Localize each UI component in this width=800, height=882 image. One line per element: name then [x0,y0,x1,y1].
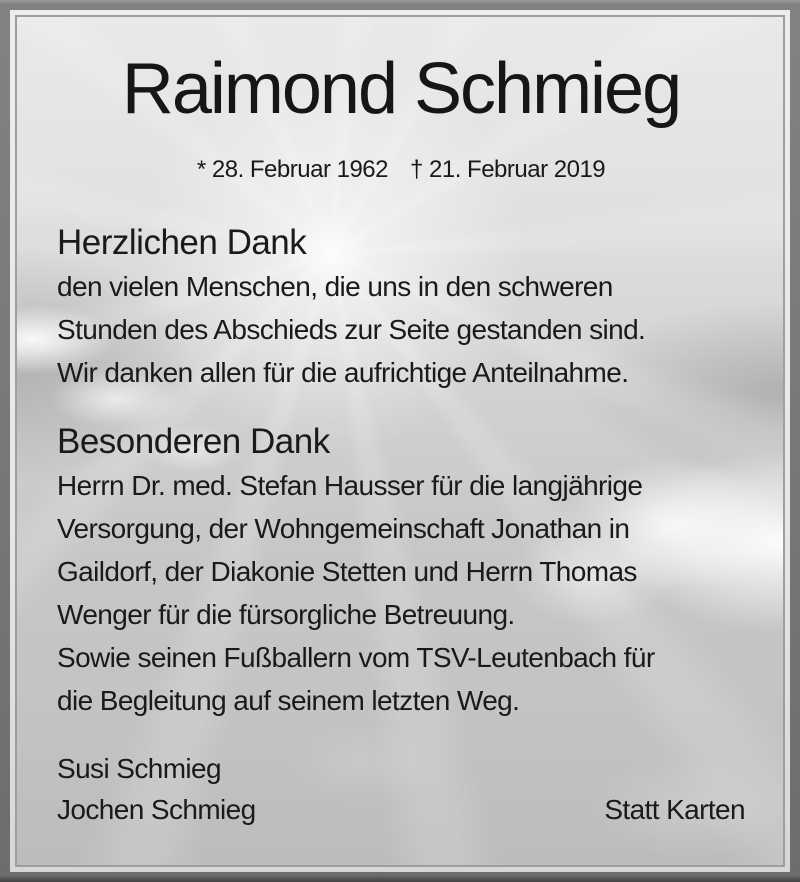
thanks-line: Stunden des Abschieds zur Seite gestanden sind. [57,314,646,345]
special-thanks-paragraph [57,464,745,722]
thanks-line: Versorgung, der Wohngemeinschaft Jonathan in [57,513,630,544]
life-dates [57,155,745,185]
signature-jochen-schmieg: Jochen Schmieg [57,794,256,825]
deceased-name: Raimond Schmieg [121,49,681,129]
section-heading-herzlichen-dank: Herzlichen Dank [57,223,307,262]
thanks-line: die Begleitung auf seinem letzten Weg. [57,685,520,716]
birth-date: * 28. Februar 1962 [196,156,388,183]
thanks-line: Wenger für die fürsorgliche Betreuung. [57,599,515,630]
thanks-line: Sowie seinen Fußballern vom TSV-Leutenbach für [57,642,655,673]
thanks-line: den vielen Menschen, die uns in den schweren [57,271,613,302]
thanks-line: Wir danken allen für die aufrichtige Anteilnahme. [57,357,629,388]
signature-block [57,748,745,830]
thanks-line: Herrn Dr. med. Stefan Hausser für die langjährige [57,470,643,501]
signature-susi-schmieg: Susi Schmieg [57,753,221,784]
thanks-line: Gaildorf, der Diakonie Stetten und Herrn Thomas [57,556,637,587]
signature-row [57,789,745,830]
death-date: † 21. Februar 2019 [410,156,606,183]
statt-karten-note: Statt Karten [604,794,745,825]
card-inner-rule [15,15,785,867]
thanks-paragraph [57,265,745,394]
section-heading-besonderen-dank: Besonderen Dank [57,422,330,461]
memorial-notice [17,17,783,865]
card-mat-border [10,10,790,872]
